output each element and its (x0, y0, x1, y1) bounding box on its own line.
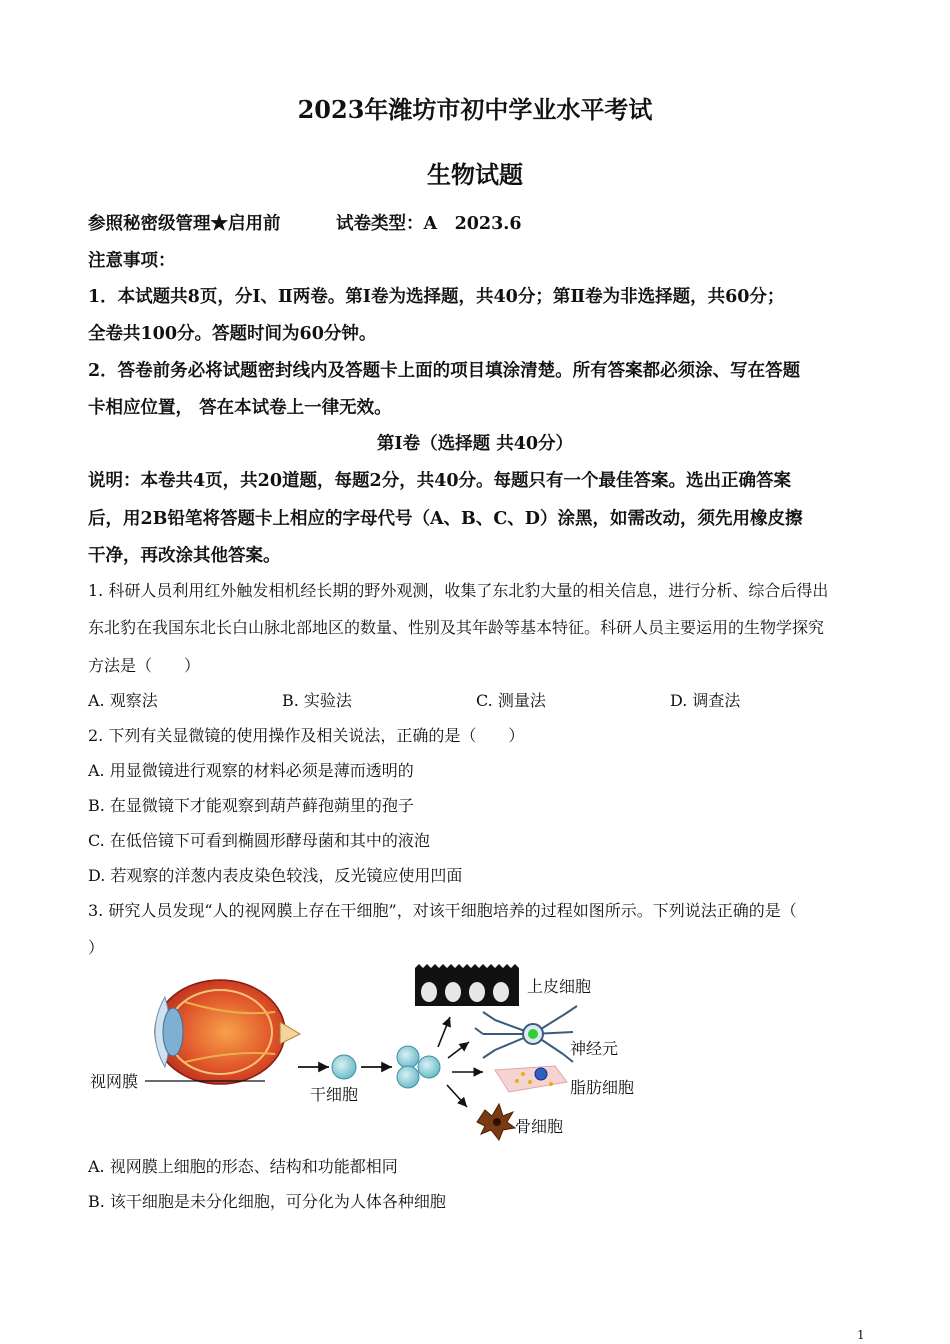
q3-option-a: A. 视网膜上细胞的形态、结构和功能都相同 (88, 1157, 398, 1176)
q3-stem-line-2: ） (88, 938, 105, 957)
q2-option-b: B. 在显微镜下才能观察到葫芦藓孢蒴里的孢子 (88, 796, 414, 815)
label-fat-cell: 脂肪细胞 (570, 1078, 635, 1097)
section-heading: 第Ⅰ卷（选择题 共40分） (376, 434, 574, 454)
neuron-icon (475, 1006, 577, 1062)
note-1-line-2: 全卷共100分。答题时间为60分钟。 (88, 324, 377, 344)
exam-title: 2023年潍坊市初中学业水平考试 (297, 95, 653, 124)
q3-stem-line-1: 3. 研究人员发现“人的视网膜上存在干细胞”，对该干细胞培养的过程如图所示。下列说法正确的是（ (88, 901, 797, 920)
label-neuron: 神经元 (570, 1039, 619, 1058)
q1-stem-line-3: 方法是（ ） (88, 656, 201, 675)
label-stem-cell: 干细胞 (310, 1085, 359, 1104)
label-bone-cell: 骨细胞 (515, 1117, 564, 1136)
q3-option-b: B. 该干细胞是未分化细胞，可分化为人体各种细胞 (88, 1192, 446, 1211)
section-desc-line-1: 说明：本卷共4页，共20道题，每题2分，共40分。每题只有一个最佳答案。选出正确答案 (88, 471, 792, 491)
epithelial-cells-icon (415, 964, 519, 1006)
q1-stem-line-1: 1. 科研人员利用红外触发相机经长期的野外观测，收集了东北豹大量的相关信息，进行分析、综合后得出 (88, 581, 829, 600)
q1-option-d: D. 调查法 (670, 691, 741, 710)
fat-cell-icon (495, 1066, 567, 1092)
q1-option-c: C. 测量法 (476, 691, 546, 710)
section-desc-line-3: 干净，再改涂其他答案。 (88, 546, 281, 566)
note-1-line-1: 1．本试题共8页，分Ⅰ、Ⅱ两卷。第Ⅰ卷为选择题，共40分；第Ⅱ卷为非选择题，共60分； (88, 287, 785, 307)
eyeball-icon (155, 980, 300, 1084)
note-2-line-1: 2．答卷前务必将试题密封线内及答题卡上面的项目填涂清楚。所有答案都必须涂、写在答题 (88, 361, 801, 381)
secret-level: 参照秘密级管理★启用前 (88, 214, 281, 234)
page-number: 1 (857, 1328, 865, 1342)
dividing-cells-icon (397, 1046, 440, 1088)
section-desc-line-2: 后，用2B铅笔将答题卡上相应的字母代号（A、B、C、D）涂黑，如需改动，须先用橡皮擦 (88, 509, 803, 529)
stem-cell-figure (85, 962, 665, 1142)
label-retina: 视网膜 (90, 1072, 139, 1091)
exam-subtitle: 生物试题 (427, 160, 523, 189)
q2-option-c: C. 在低倍镜下可看到椭圆形酵母菌和其中的液泡 (88, 831, 430, 850)
bone-cell-icon (477, 1104, 515, 1140)
note-2-line-2: 卡相应位置， 答在本试卷上一律无效。 (88, 398, 392, 418)
notes-heading: 注意事项： (88, 251, 176, 271)
q1-option-b: B. 实验法 (282, 691, 352, 710)
label-epithelial: 上皮细胞 (527, 977, 592, 996)
q2-stem: 2. 下列有关显微镜的使用操作及相关说法，正确的是（ ） (88, 726, 525, 745)
q2-option-d: D. 若观察的洋葱内表皮染色较浅，反光镜应使用凹面 (88, 866, 463, 885)
q2-option-a: A. 用显微镜进行观察的材料必须是薄而透明的 (88, 761, 414, 780)
q1-stem-line-2: 东北豹在我国东北长白山脉北部地区的数量、性别及其年龄等基本特征。科研人员主要运用的生物学探究 (88, 618, 825, 637)
q1-option-a: A. 观察法 (88, 691, 158, 710)
stem-cell-icon (332, 1055, 356, 1079)
paper-type: 试卷类型：A 2023.6 (336, 214, 522, 234)
